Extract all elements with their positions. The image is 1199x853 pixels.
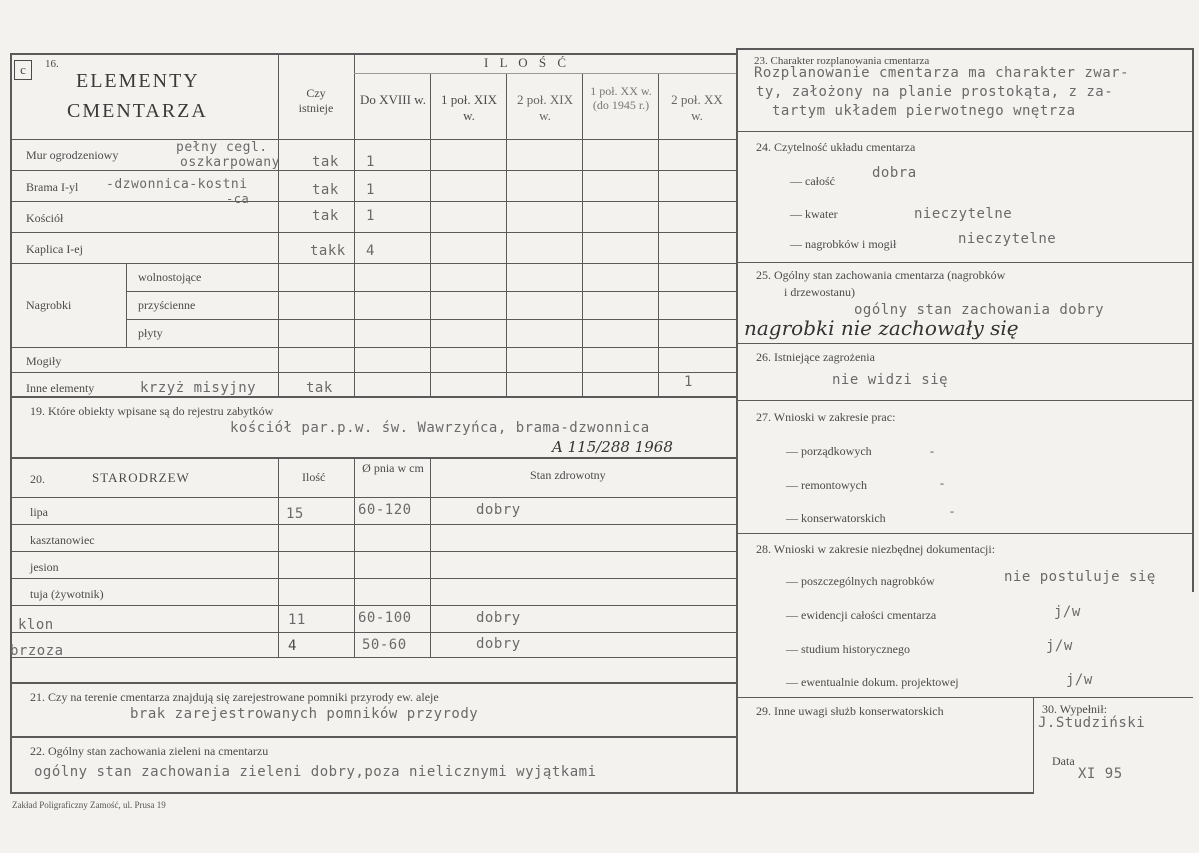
q30-name: J.Studziński [1038, 715, 1146, 731]
row-label-gate: Brama I-yl [26, 180, 79, 194]
wall-note-1: pełny cegl. [176, 140, 268, 155]
row-label-church: Kościół [26, 211, 64, 225]
q27-item-conservation-value: - [950, 504, 954, 518]
frame-bottom [10, 792, 1034, 794]
q28-item-design: — ewentualnie dokum. projektowej [786, 675, 959, 689]
q30-date-label: Data [1052, 754, 1075, 768]
row-label-other: Inne elementy [26, 381, 95, 395]
q27-item-repair-value: - [940, 476, 944, 490]
frame-middle-vertical [736, 48, 738, 793]
q24-quarters-label: — kwater [790, 207, 838, 221]
q23-label: 23. Charakter rozplanowania cmentarza [754, 55, 930, 67]
wall-exists: tak [312, 154, 339, 170]
q24-label: 24. Czytelność układu cmentarza [756, 140, 916, 154]
other-exists: tak [306, 380, 333, 396]
q28-label: 28. Wnioski w zakresie niezbędnej dokumentacji: [756, 542, 996, 556]
q24-quarters-value: nieczytelne [914, 206, 1013, 222]
q27-item-conservation: — konserwatorskich [786, 511, 886, 525]
frame-top-right [736, 48, 1193, 50]
trees-header-health: Stan zdrowotny [530, 468, 606, 482]
other-count-2nd-half-20c: 1 [684, 374, 693, 390]
q27-item-repair: — remontowych [786, 478, 867, 492]
gate-note-1: -dzwonnica-kostni [106, 177, 248, 192]
tree-name: lipa [30, 505, 48, 519]
form-letter-box: c [14, 60, 32, 80]
tree-name: klon [18, 617, 54, 633]
trees-section-number: 20. [30, 472, 45, 486]
q23-line1: Rozplanowanie cmentarza ma charakter zwar- [754, 65, 1130, 81]
tree-name: tuja (żywotnik) [30, 587, 104, 601]
q23-line2: ty, założony na planie prostokąta, z za- [756, 84, 1114, 100]
col-header-before-18c: Do XVIII w. [360, 92, 426, 107]
chapel-count: 4 [366, 243, 375, 259]
tree-diameter: 50-60 [362, 637, 407, 653]
tree-name: brzoza [10, 643, 64, 659]
section-title-line2: CMENTARZA [67, 100, 208, 122]
q30-date-value: XI 95 [1078, 766, 1123, 782]
q25-label-1: 25. Ogólny stan zachowania cmentarza (nagrobków [756, 268, 1006, 282]
trees-header-diameter: Ø pnia w cm [362, 461, 424, 475]
q24-graves-value: nieczytelne [958, 231, 1057, 247]
tree-count: 4 [288, 638, 297, 654]
q27-item-cleanup: — porządkowych [786, 444, 872, 458]
q28-item-gravestones: — poszczególnych nagrobków [786, 574, 935, 588]
tree-name: kasztanowiec [30, 533, 95, 547]
q25-answer: ogólny stan zachowania dobry [854, 302, 1105, 318]
row-label-gravestones: Nagrobki [26, 298, 72, 312]
row-label-slabs: płyty [138, 326, 163, 340]
q22-answer: ogólny stan zachowania zieleni dobry,poza nielicznymi wyjątkami [34, 764, 597, 780]
q25-handwritten-note: nagrobki nie zachowały się [744, 316, 1019, 340]
col-header-first-half-20c: 1 poł. XX w. (do 1945 r.) [590, 84, 652, 112]
tree-health: dobry [476, 610, 521, 626]
tree-diameter: 60-120 [358, 502, 412, 518]
q27-item-cleanup-value: - [930, 444, 934, 458]
q28-item-inventory: — ewidencji całości cmentarza [786, 608, 937, 622]
q27-label: 27. Wnioski w zakresie prac: [756, 410, 896, 424]
gate-count: 1 [366, 182, 375, 198]
tree-name: jesion [30, 560, 59, 574]
church-count: 1 [366, 208, 375, 224]
q25-label-2: i drzewostanu) [784, 285, 855, 299]
tree-health: dobry [476, 502, 521, 518]
gate-exists: tak [312, 182, 339, 198]
row-label-chapel: Kaplica I-ej [26, 242, 83, 256]
q26-answer: nie widzi się [832, 372, 949, 388]
trees-header-count: Ilość [302, 470, 326, 484]
row-label-freestanding: wolnostojące [138, 270, 202, 284]
section-number: 16. [45, 58, 59, 70]
q24-graves-label: — nagrobków i mogił [790, 237, 897, 251]
col-header-first-half-19c: 1 poł. XIX w. [441, 92, 497, 123]
trees-title: STARODRZEW [92, 470, 190, 485]
q24-whole-label: — całość [790, 174, 835, 188]
row-label-wall: Mur ogrodzeniowy [26, 148, 119, 162]
q24-whole-value: dobra [872, 165, 917, 181]
tree-count: 11 [288, 612, 306, 628]
q19-label: 19. Które obiekty wpisane są do rejestru zabytków [30, 404, 274, 418]
q21-label: 21. Czy na terenie cmentarza znajdują się zarejestrowane pomniki przyrody ew. aleje [30, 690, 439, 704]
q26-label: 26. Istniejące zagrożenia [756, 350, 875, 364]
col-header-second-half-20c: 2 poł. XX w. [671, 92, 723, 123]
other-note: krzyż misyjny [140, 380, 257, 396]
wall-count: 1 [366, 154, 375, 170]
q19-answer: kościół par.p.w. św. Wawrzyńca, brama-dzwonnica [230, 420, 650, 436]
q22-label: 22. Ogólny stan zachowania zieleni na cmentarzu [30, 744, 269, 758]
q28-item-history-value: j/w [1046, 638, 1073, 654]
chapel-exists: takk [310, 243, 346, 259]
wall-note-2: oszkarpowany [180, 155, 280, 170]
q21-answer: brak zarejestrowanych pomników przyrody [130, 706, 479, 722]
q30-label: 30. Wypełnił: [1042, 702, 1108, 716]
gate-note-2: -ca [226, 192, 250, 206]
col-header-second-half-19c: 2 poł. XIX w. [517, 92, 573, 123]
ilosc-header: I L O Ś Ć [484, 55, 571, 70]
q28-item-history: — studium historycznego [786, 642, 910, 656]
q28-item-design-value: j/w [1066, 672, 1093, 688]
col-header-exists: Czy istnieje [298, 86, 334, 115]
tree-health: dobry [476, 636, 521, 652]
printer-footer: Zakład Poligraficzny Zamość, ul. Prusa 19 [12, 800, 166, 810]
tree-count: 15 [286, 506, 304, 522]
frame-right [1192, 48, 1194, 592]
q28-item-inventory-value: j/w [1054, 604, 1081, 620]
q19-register-handwritten: A 115/288 1968 [552, 438, 673, 456]
q29-label: 29. Inne uwagi służb konserwatorskich [756, 704, 944, 718]
frame-top-left [10, 53, 736, 55]
church-exists: tak [312, 208, 339, 224]
tree-diameter: 60-100 [358, 610, 412, 626]
row-label-wall-mounted: przyścienne [138, 298, 196, 312]
q23-line3: tartym układem pierwotnego wnętrza [772, 103, 1076, 119]
section-title-line1: ELEMENTY [76, 70, 200, 92]
q28-item-gravestones-value: nie postuluje się [1004, 569, 1156, 585]
row-label-graves: Mogiły [26, 354, 62, 368]
